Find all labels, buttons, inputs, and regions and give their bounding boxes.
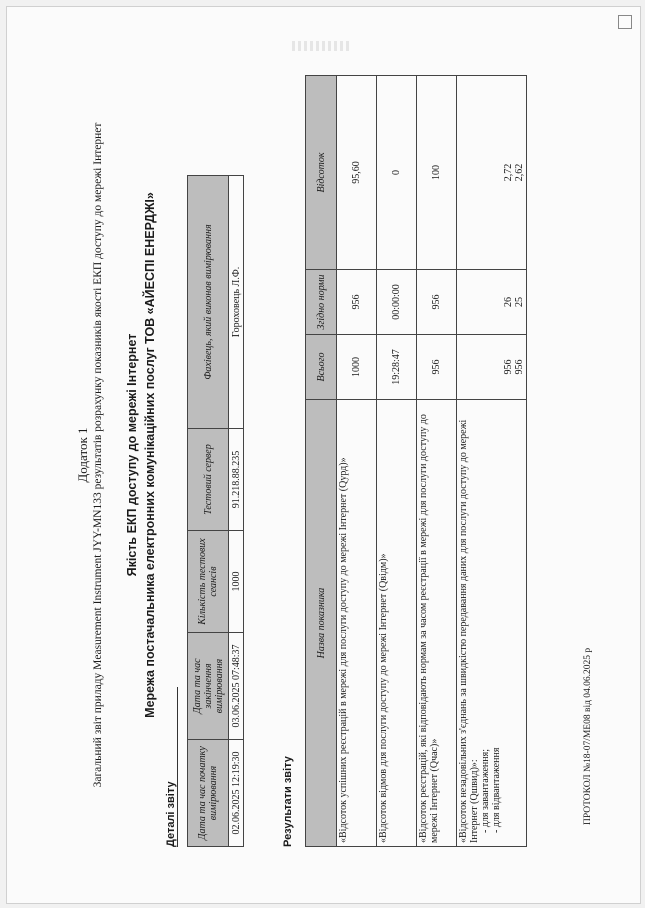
protocol-footer: ПРОТОКОЛ №18-07/МЕ08 від 04.06.2025 р	[583, 647, 593, 825]
report-subtitle: Загальний звіт приладу Measurement Instrument JYY-MN133 результатів розрахунку показників якості ЕКП доступу до мережі Інтернет	[92, 122, 104, 788]
document-page	[6, 6, 641, 904]
results-header-pct: Відсоток	[306, 76, 337, 270]
indicator-pct	[457, 76, 527, 270]
provider-title: Мережа постачальника електронних комунікаційних послуг ТОВ «АЙЕСПІ ЕНЕРДЖІ»	[143, 192, 157, 718]
indicator-norm: 00:00:00	[377, 270, 417, 335]
page-corner-mark	[618, 15, 632, 29]
indicator-pct: 95,60	[337, 76, 377, 270]
indicator-name: «Відсоток успішних реєстрацій в мережі для послуги доступу до мережі Інтернет (Qурд)»	[337, 400, 377, 847]
results-header-row	[306, 76, 337, 847]
indicator-norm: 956	[337, 270, 377, 335]
details-header-start: Дата та час початку вимірювання	[188, 740, 229, 847]
details-table	[187, 175, 244, 847]
indicator-norm-upload: 25	[514, 297, 525, 307]
details-header-end: Дата та час закінчення вимірювання	[188, 633, 229, 740]
details-start-value: 02.06.2025 12:19:30	[229, 740, 244, 847]
indicator-total	[457, 335, 527, 400]
table-row	[337, 76, 377, 847]
indicator-name	[457, 400, 527, 847]
indicator-total: 956	[417, 335, 457, 400]
indicator-name-main: «Відсоток незадовільних з'єднань за швидкістю передавання даних для послуги доступу до мережі Інтернет (Qшвид)»:	[458, 419, 480, 843]
details-header-server: Тестовий сервер	[188, 429, 229, 531]
appendix-label: Додаток 1	[75, 427, 90, 483]
details-specialist-value: Гороховець Л.Ф.	[229, 176, 244, 429]
details-row	[229, 176, 244, 847]
results-section-title: Результати звіту	[282, 756, 294, 847]
indicator-pct: 100	[417, 76, 457, 270]
results-header-total: Всього	[306, 335, 337, 400]
results-table	[305, 75, 527, 847]
results-header-norm: Згідно норми	[306, 270, 337, 335]
indicator-norm-download: 26	[503, 297, 514, 307]
indicator-total: 19:28:47	[377, 335, 417, 400]
table-row	[417, 76, 457, 847]
details-header-sessions: Кількість тестових сеансів	[188, 531, 229, 633]
indicator-name: «Відсоток відмов для послуги доступу до мережі Інтернет (Qвідм)»	[377, 400, 417, 847]
indicator-pct-upload: 2,62	[514, 163, 525, 182]
table-row	[457, 76, 527, 847]
table-row	[377, 76, 417, 847]
indicator-total-upload: 956	[514, 359, 525, 375]
indicator-pct-download: 2,72	[503, 163, 514, 182]
indicator-sub-upload: - для відвантаження	[491, 747, 502, 833]
details-section-title: Деталі звіту	[165, 687, 178, 847]
details-server-value: 91.218.88.235	[229, 429, 244, 531]
report-title: Якість ЕКП доступу до мережі Інтернет	[125, 333, 139, 577]
indicator-total-download: 956	[503, 359, 514, 375]
rotated-content	[75, 25, 605, 885]
details-header-row	[188, 176, 229, 847]
indicator-name: «Відсоток реєстрацій, які відповідають нормам за часом реєстрації в мережі для послуги доступу до мережі Інтернет (Qчас)»	[417, 400, 457, 847]
details-sessions-value: 1000	[229, 531, 244, 633]
indicator-norm: 956	[417, 270, 457, 335]
results-header-name: Назва показника	[306, 400, 337, 847]
details-header-specialist: Фахівець, який виконав вимірювання	[188, 176, 229, 429]
indicator-total: 1000	[337, 335, 377, 400]
indicator-pct: 0	[377, 76, 417, 270]
indicator-norm	[457, 270, 527, 335]
indicator-sub-download: - для завантаження;	[480, 748, 491, 833]
details-end-value: 03.06.2025 07:48:37	[229, 633, 244, 740]
